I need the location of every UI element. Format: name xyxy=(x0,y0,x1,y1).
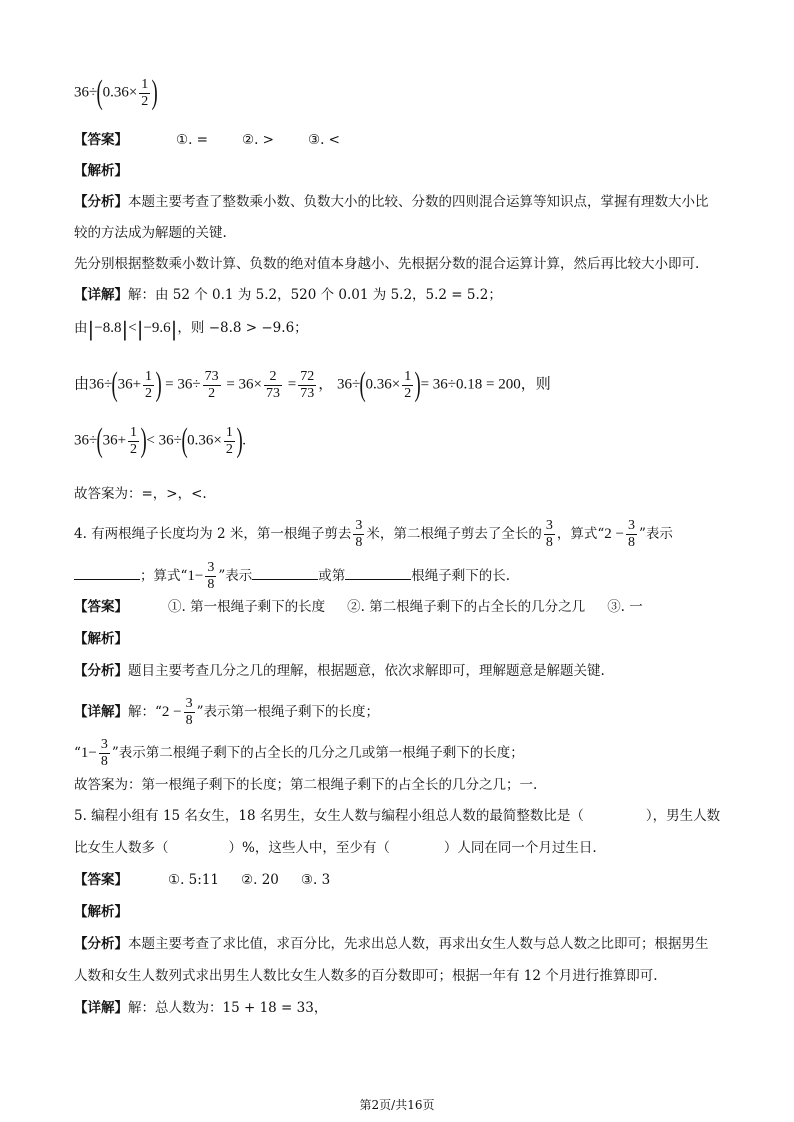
q5-fenxi-1: 【分析】本题主要考查了求比值，求百分比，先求出总人数，再求出女生人数与总人数之比即可；根据男生 xyxy=(74,936,709,952)
q3-fenxi-1: 【分析】本题主要考查了整数乘小数、负数大小的比较、分数的四则混合运算等知识点，掌握有理数大小比 xyxy=(74,194,709,210)
q5-answer: 【答案】 ①. 5:11 ②. 20 ③. 3 xyxy=(74,872,331,888)
q4-conclusion: 故答案为：第一根绳子剩下的长度；第二根绳子剩下的占全长的几分之几；一. xyxy=(74,777,538,793)
q3-conclusion: 故答案为：=，>，<. xyxy=(74,486,207,502)
q3-detail-2: 由|−8.8|<|−9.6|，则 −8.8 > −9.6； xyxy=(74,316,308,341)
q4-detail-1: 【详解】解：“2 − $\frac{3}{8}$ ”表示第一根绳子剩下的长度； xyxy=(74,696,380,728)
blank-1 xyxy=(74,567,140,580)
q3-fenxi-3: 先分别根据整数乘小数计算、负数的绝对值本身越小、先根据分数的混合运算计算，然后再比较大小即可. xyxy=(74,256,700,272)
q4-stem-1: 4. 有两根绳子长度均为 2 米，第一根绳子剪去 $\frac{3}{8}$ 米，第二根绳子剪去了全长的 $\frac{3}{8}$ ，算式“2 − $\frac{3}{8}$ ”表示 xyxy=(74,518,673,550)
q3-analysis-tag: 【解析】 xyxy=(74,163,128,179)
q5-analysis-tag: 【解析】 xyxy=(74,904,128,920)
blank-2 xyxy=(252,567,318,580)
q3-fenxi-2: 较的方法成为解题的关键. xyxy=(74,225,227,241)
blank-3 xyxy=(345,567,411,580)
q4-fenxi-1: 【分析】题目主要考查几分之几的理解，根据题意，依次求解即可，理解题意是解题关键. xyxy=(74,663,605,679)
q4-answer: 【答案】 ①. 第一根绳子剩下的长度 ②. 第二根绳子剩下的占全长的几分之几 ③. 一 xyxy=(74,599,643,615)
q5-fenxi-2: 人数和女生人数列式求出男生人数比女生人数多的百分数即可；根据一年有 12 个月进行推算即可. xyxy=(74,968,658,984)
q4-analysis-tag: 【解析】 xyxy=(74,631,128,647)
top-expression: 36÷(0.36× $\frac{1}{2}$ ) xyxy=(74,74,159,111)
q5-stem-2: 比女生人数多（ ）%，这些人中，至少有（ ）人同在同一个月过生日. xyxy=(74,840,597,856)
q3-detail-1: 【详解】解：由 52 个 0.1 为 5.2，520 个 0.01 为 5.2，5.2 = 5.2； xyxy=(74,287,502,303)
q5-stem-1: 5. 编程小组有 15 名女生，18 名男生，女生人数与编程小组总人数的最简整数比是（ ），男生人数 xyxy=(74,808,721,824)
q3-answer: 【答案】 ①. = ②. > ③. < xyxy=(74,132,340,148)
q4-detail-2: “1− $\frac{3}{8}$ ”表示第二根绳子剩下的占全长的几分之几或第一根绳子剩下的长度； xyxy=(74,737,524,769)
q3-detail-4: 36÷(36+ $\frac{1}{2}$ )< 36÷(0.36× $\frac{1}{2}$ ). xyxy=(74,422,246,459)
q3-detail-3: 由36÷(36+ $\frac{1}{2}$ ) = 36÷ $\frac{73}{2}$ = 36× $\frac{2}{73}$ = $\frac{72}{73}$ ， 36÷(0.36× $\frac{1}{2}$ )= 36÷0.18 = 200，则 xyxy=(74,366,551,403)
fraction: $\frac{1}{2}$ xyxy=(141,76,149,109)
page-footer: 第2页/共16页 xyxy=(359,1098,435,1112)
q5-detail-1: 【详解】解：总人数为：15 + 18 = 33， xyxy=(74,1000,328,1016)
q4-stem-2: ；算式“1− $\frac{3}{8}$ ”表示 或第 根绳子剩下的长. xyxy=(74,561,510,592)
